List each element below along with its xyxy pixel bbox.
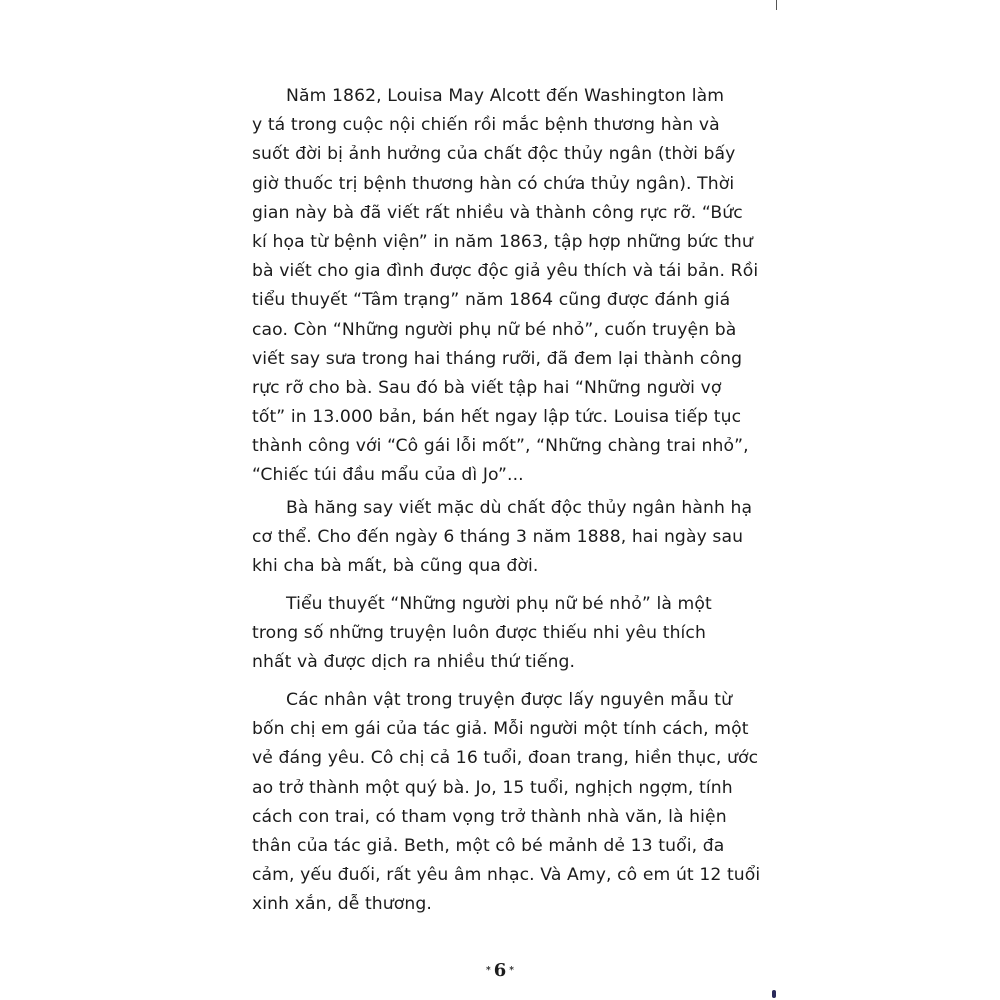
paragraph-4 — [252, 686, 761, 920]
text-line: gian này bà đã viết rất nhiều và thành công rực rỡ. “Bức — [252, 202, 743, 223]
text-line: cách con trai, có tham vọng trở thành nhà văn, là hiện — [252, 806, 727, 827]
scan-corner-mark — [772, 990, 776, 998]
text-line: kí họa từ bệnh viện” in năm 1863, tập hợp những bức thư — [252, 231, 753, 252]
text-line: cơ thể. Cho đến ngày 6 tháng 3 năm 1888, hai ngày sau — [252, 527, 744, 548]
page-number-value: 6 — [493, 960, 507, 981]
scan-edge-mark — [776, 0, 777, 10]
text-line: Bà hăng say viết mặc dù chất độc thủy ngân hành hạ — [286, 498, 753, 518]
text-line: xinh xắn, dễ thương. — [252, 894, 432, 915]
paragraph-1 — [252, 82, 759, 491]
text-line: thân của tác giả. Beth, một cô bé mảnh dẻ 13 tuổi, đa — [252, 835, 725, 856]
text-line: trong số những truyện luôn được thiếu nhi yêu thích — [252, 623, 706, 644]
text-line: vẻ đáng yêu. Cô chị cả 16 tuổi, đoan trang, hiền thục, ước — [252, 748, 759, 769]
text-line: cảm, yếu đuối, rất yêu âm nhạc. Và Amy, cô em út 12 tuổi — [252, 865, 761, 886]
text-line: rực rỡ cho bà. Sau đó bà viết tập hai “Những người vợ — [252, 377, 722, 398]
text-line: giờ thuốc trị bệnh thương hàn có chứa thủy ngân). Thời — [252, 173, 735, 194]
text-line: bà viết cho gia đình được độc giả yêu thích và tái bản. Rồi — [252, 261, 759, 282]
text-line: Các nhân vật trong truyện được lấy nguyên mẫu từ — [286, 690, 733, 710]
page-number — [0, 960, 1000, 981]
text-line: y tá trong cuộc nội chiến rồi mắc bệnh thương hàn và — [252, 115, 720, 136]
paragraph-3 — [252, 590, 742, 678]
paragraph-2 — [252, 494, 753, 582]
text-line: tốt” in 13.000 bản, bán hết ngay lập tức. Louisa tiếp tục — [252, 407, 742, 428]
text-line: tiểu thuyết “Tâm trạng” năm 1864 cũng được đánh giá — [252, 290, 731, 311]
text-line: Tiểu thuyết “Những người phụ nữ bé nhỏ” là một — [286, 594, 712, 614]
text-line: khi cha bà mất, bà cũng qua đời. — [252, 556, 539, 577]
text-line: suốt đời bị ảnh hưởng của chất độc thủy ngân (thời bấy — [252, 144, 736, 165]
text-line: thành công với “Cô gái lỗi mốt”, “Những chàng trai nhỏ”, — [252, 436, 749, 457]
text-line: “Chiếc túi đầu mẩu của dì Jo”... — [252, 465, 524, 486]
text-line: Năm 1862, Louisa May Alcott đến Washington làm — [286, 86, 725, 106]
ornament-star-icon: * — [509, 966, 514, 976]
text-line: bốn chị em gái của tác giả. Mỗi người một tính cách, một — [252, 719, 749, 740]
ornament-star-icon: * — [486, 966, 491, 976]
text-line: cao. Còn “Những người phụ nữ bé nhỏ”, cuốn truyện bà — [252, 319, 737, 340]
text-line: viết say sưa trong hai tháng rưỡi, đã đem lại thành công — [252, 348, 743, 369]
text-line: ao trở thành một quý bà. Jo, 15 tuổi, nghịch ngợm, tính — [252, 777, 733, 798]
text-line: nhất và được dịch ra nhiều thứ tiếng. — [252, 652, 576, 673]
